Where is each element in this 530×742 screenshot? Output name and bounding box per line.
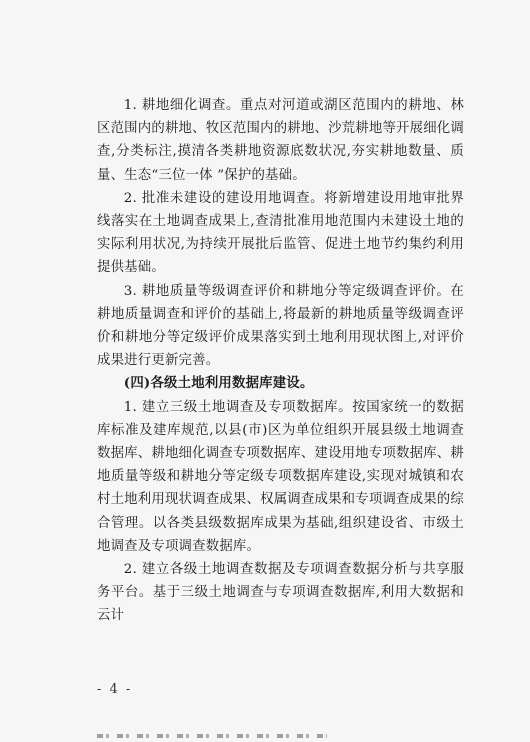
next-page-bleed: [97, 734, 327, 738]
paragraph-5: 2. 建立各级土地调查数据及专项调查数据分析与共享服务平台。基于三级土地调查与专项调查数据库,利用大数据和云计: [97, 562, 464, 624]
paragraph-4: 1. 建立三级土地调查及专项数据库。按国家统一的数据库标准及建库规范,以县(市)区为单位组织开展县级土地调查数据库、耕地细化调查专项数据库、建设用地专项数据库、耕地质量等级和耕地分等定级专项数据库建设,实现对城镇和农村土地利用现状调查成果、权属调查成果和专项调查成果的综合管理。以各类县级数据库成果为基础,组织建设省、市级土地调查及专项调查数据库。: [97, 399, 464, 554]
body-text: [97, 94, 464, 628]
section-heading: (四)各级土地利用数据库建设。: [123, 375, 314, 392]
paragraph-2: 2. 批准未建设的建设用地调查。将新增建设用地审批界线落实在土地调查成果上,查清批准用地范围内未建设土地的实际利用状况,为持续开展批后监管、促进土地节约集约利用提供基础。: [97, 190, 464, 276]
paragraph-1: 1. 耕地细化调查。重点对河道或湖区范围内的耕地、林区范围内的耕地、牧区范围内的耕地、沙荒耕地等开展细化调查,分类标注,摸清各类耕地资源底数状况,夯实耕地数量、质量、生态“三位一体 ”保护的基础。: [97, 98, 464, 183]
paragraph-3: 3. 耕地质量等级调查评价和耕地分等定级调查评价。在耕地质量调查和评价的基础上,将最新的耕地质量等级调查评价和耕地分等定级评价成果落实到土地利用现状图上,对评价成果进行更新完善。: [97, 283, 464, 369]
page-number: - 4 -: [97, 682, 133, 697]
